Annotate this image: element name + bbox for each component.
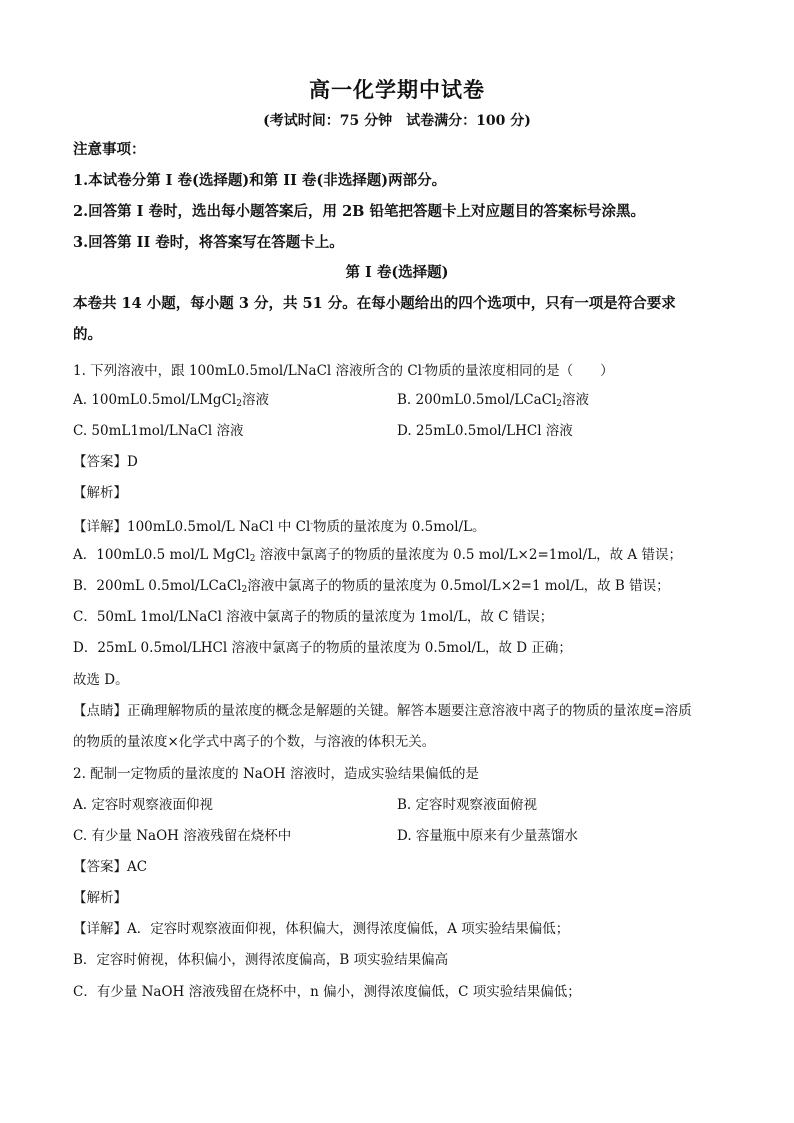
page-title: 高一化学期中试卷 (309, 77, 485, 102)
question-1-analysis-label: 【解析】 (73, 485, 127, 501)
question-1-option-a: A. 100mL0.5mol/LMgCl$_2$溶液 (73, 392, 269, 409)
section-description-cont: 的。 (73, 326, 102, 343)
notice-item-3: 3.回答第 II 卷时，将答案写在答题卡上。 (73, 234, 344, 251)
question-2-option-d: D. 容量瓶中原来有少量蒸馏水 (397, 828, 578, 844)
question-1-answer: 【答案】D (73, 454, 138, 470)
question-1-option-b: B. 200mL0.5mol/LCaCl$_2$溶液 (397, 392, 590, 409)
question-1-detail-b: B．200mL 0.5mol/LCaCl$_2$溶液中氯离子的物质的量浓度为 0.5mol/L×2=1 mol/L，故 B 错误； (73, 578, 670, 595)
question-2-option-a: A. 定容时观察液面仰视 (73, 797, 213, 813)
question-1-stem: 1. 下列溶液中，跟 100mL0.5mol/LNaCl 溶液所含的 Cl-物质的量浓度相同的是（ ） (73, 363, 614, 379)
question-1-option-c: C. 50mL1mol/LNaCl 溶液 (73, 423, 244, 439)
notice-heading: 注意事项： (73, 141, 146, 158)
section-heading: 第 I 卷(选择题) (345, 264, 449, 281)
question-1-detail: 【详解】100mL0.5mol/L NaCl 中 Cl-物质的量浓度为 0.5mol/L。 (73, 519, 486, 535)
question-1-tip-cont: 的物质的量浓度×化学式中离子的个数，与溶液的体积无关。 (73, 734, 436, 750)
question-1-detail-d: D．25mL 0.5mol/LHCl 溶液中氯离子的物质的量浓度为 0.5mol/L，故 D 正确； (73, 640, 572, 656)
question-2-answer: 【答案】AC (73, 859, 148, 875)
question-1-detail-c: C．50mL 1mol/LNaCl 溶液中氯离子的物质的量浓度为 1mol/L，故 C 错误； (73, 609, 554, 625)
question-2-analysis-label: 【解析】 (73, 890, 127, 906)
exam-subtitle: (考试时间：75 分钟 试卷满分：100 分) (263, 113, 531, 129)
notice-item-2: 2.回答第 I 卷时，选出每小题答案后，用 2B 铅笔把答题卡上对应题目的答案标号涂黑。 (73, 203, 645, 220)
question-2-stem: 2. 配制一定物质的量浓度的 NaOH 溶液时，造成实验结果偏低的是 (73, 766, 479, 782)
question-2-option-b: B. 定容时观察液面俯视 (397, 797, 538, 813)
question-1-conclusion: 故选 D。 (73, 672, 129, 688)
question-2-detail-c: C．有少量 NaOH 溶液残留在烧杯中，n 偏小，测得浓度偏低，C 项实验结果偏低； (73, 984, 581, 1000)
notice-item-1: 1.本试卷分第 I 卷(选择题)和第 II 卷(非选择题)两部分。 (73, 172, 447, 189)
question-1-detail-a: A．100mL0.5 mol/L MgCl$_2$ 溶液中氯离子的物质的量浓度为 0.5 mol/L×2=1mol/L，故 A 错误； (73, 547, 682, 564)
section-description: 本卷共 14 小题，每小题 3 分，共 51 分。在每小题给出的四个选项中，只有一项是符合要求 (73, 295, 676, 312)
question-2-option-c: C. 有少量 NaOH 溶液残留在烧杯中 (73, 828, 292, 844)
question-2-detail-a: 【详解】A．定容时观察液面仰视，体积偏大，测得浓度偏低，A 项实验结果偏低； (73, 921, 570, 937)
question-1-tip: 【点睛】正确理解物质的量浓度的概念是解题的关键。解答本题要注意溶液中离子的物质的量浓度=溶质 (73, 703, 692, 719)
question-2-detail-b: B．定容时俯视，体积偏小，测得浓度偏高，B 项实验结果偏高 (73, 952, 449, 968)
question-1-option-d: D. 25mL0.5mol/LHCl 溶液 (397, 423, 573, 439)
